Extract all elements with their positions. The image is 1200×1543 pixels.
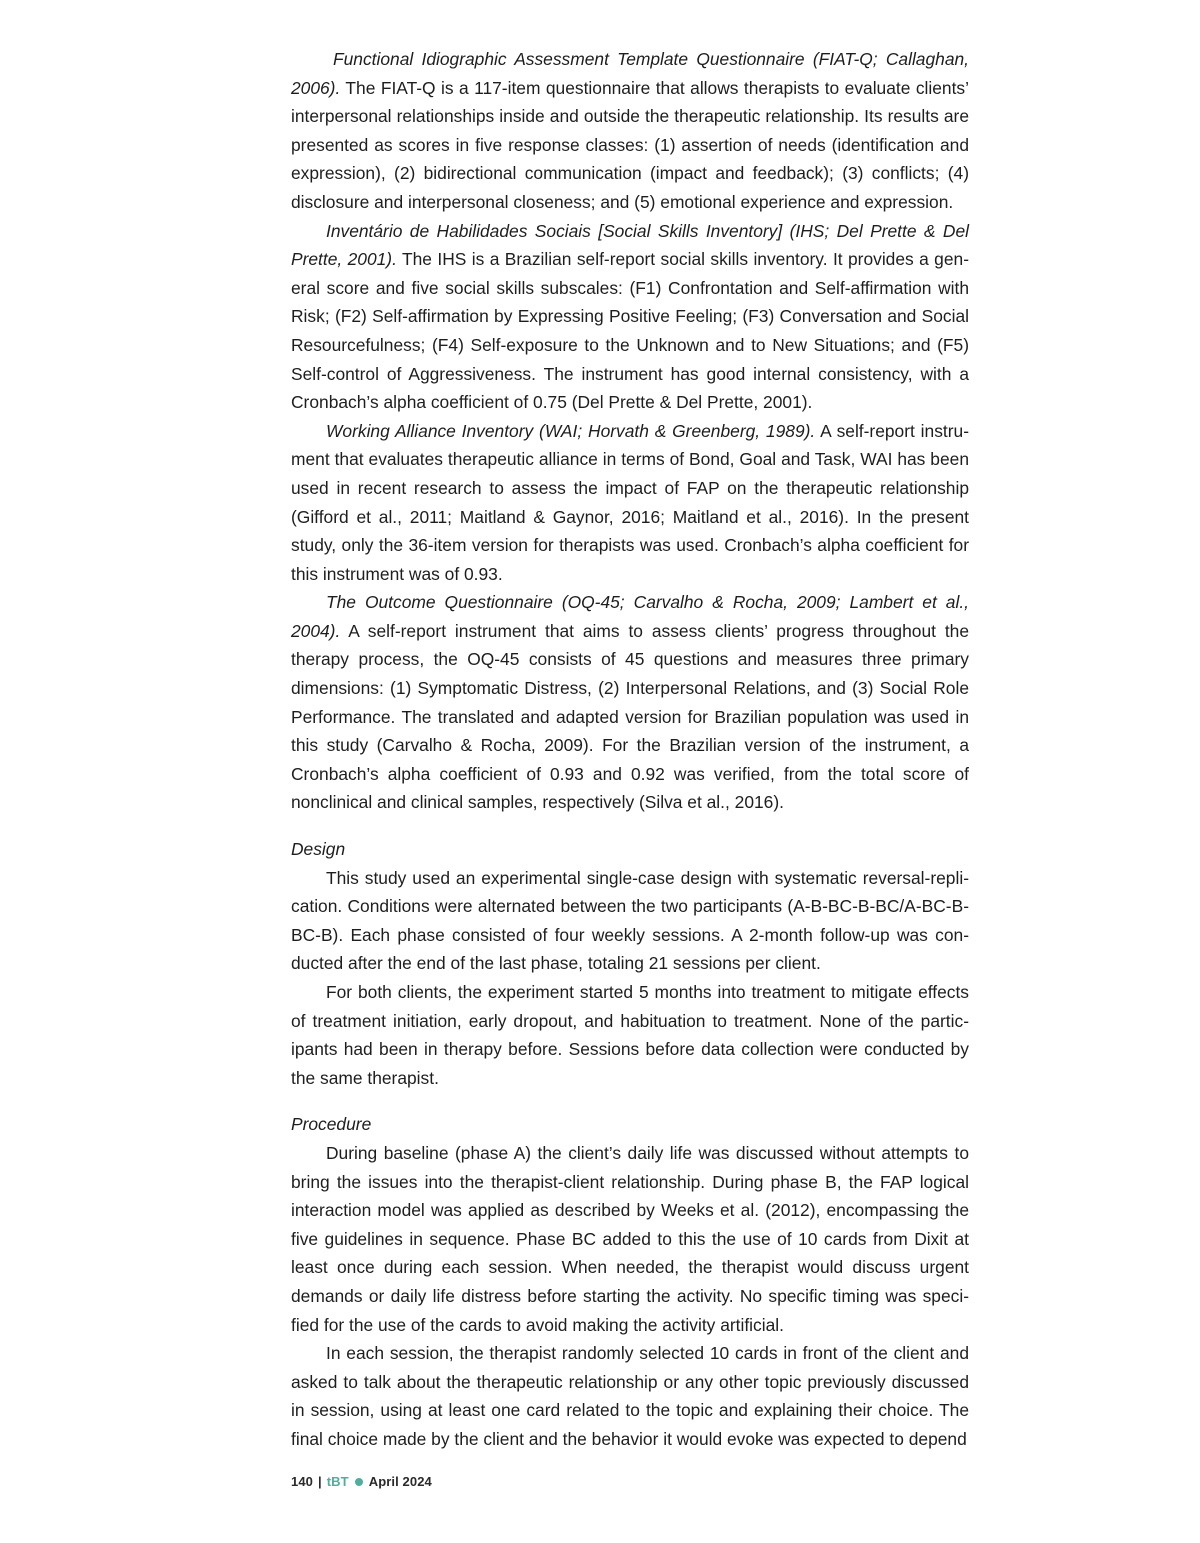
bullet-dot-icon xyxy=(355,1478,363,1486)
journal-name: tBT xyxy=(326,1474,349,1489)
page-number: 140 xyxy=(291,1474,313,1489)
section-heading-procedure: Procedure xyxy=(291,1114,372,1135)
paragraph-fiatq xyxy=(291,45,969,217)
instrument-title-wai: Working Alliance Inventory (WAI; Horvath & Greenberg, 1989). xyxy=(326,420,816,441)
page-footer xyxy=(291,1474,432,1489)
paragraph-text: A self-report instrument that evaluates therapeutic alliance in terms of Bond, Goal and Task, WAI has been used in recent research to assess the impact of FAP on the therapeutic relationship (Gifford et al., 2011; Maitland & Gaynor, 2016; Maitland et al., 2016). In the present study, only the 36-item version for therapists was used. Cronbach’s alpha coefficient for this instrument was of 0.93. xyxy=(291,420,969,584)
instrument-title-fiatq: Functional Idiographic Assessment Template Questionnaire (FIAT-Q; Callaghan, 2006). xyxy=(291,49,969,98)
paragraph-text: The FIAT-Q is a 117-item questionnaire that allows therapists to evaluate clients’ interpersonal relationships inside and outside the therapeutic relationship. Its results are presented as scores in five response classes: (1) assertion of needs (identification and expression), (2) bidirectional communication (impact and feedback); (3) conflicts; (4) disclosure and interpersonal closeness; and (5) emotional experience and expression. xyxy=(291,77,969,212)
article-body xyxy=(291,45,969,1454)
paragraph-ihs xyxy=(291,217,969,417)
section-heading-design: Design xyxy=(291,839,346,860)
paragraph-text: A self-report instrument that aims to assess clients’ progress throughout the therapy process, the OQ-45 consists of 45 questions and measures three primary dimensions: (1) Symptomatic Distress, (2) Interpersonal Relations, and (3) Social Role Performance. The translated and adapted version for Brazilian population was used in this study (Carvalho & Rocha, 2009). For the Brazilian version of the instrument, a Cronbach’s alpha coefficient of 0.93 and 0.92 was verified, from the total score of nonclinical and clinical samples, respectively (Silva et al., 2016). xyxy=(291,620,969,813)
paragraph-design-1: This study used an experimental single-case design with systematic reversal-replication. Conditions were alternated between the two participants (A-B-BC-B-BC/A-BC-B-BC-B). Each phase consisted of four weekly sessions. A 2-month follow-up was conducted after the end of the last phase, totaling 21 sessions per client. xyxy=(291,867,969,974)
paragraph-oq45 xyxy=(291,588,969,817)
paragraph-design-2: For both clients, the experiment started 5 months into treatment to mitigate effects of treatment initiation, early dropout, and habituation to treatment. None of the participants had been in therapy before. Sessions before data collection were conducted by the same therapist. xyxy=(291,982,969,1088)
instrument-title-ihs: Inventário de Habilidades Sociais [Social Skills Inventory] (IHS; Del Prette & Del Prette, 2001). xyxy=(291,220,969,270)
paragraph-wai xyxy=(291,417,969,589)
footer-separator: | xyxy=(318,1474,322,1489)
instrument-title-oq45: The Outcome Questionnaire (OQ-45; Carvalho & Rocha, 2009; Lambert et al., 2004). xyxy=(291,592,969,641)
paragraph-procedure-1: During baseline (phase A) the client’s daily life was discussed without attempts to bring the issues into the therapist-client relationship. During phase B, the FAP logical interaction model was applied as described by Weeks et al. (2012), encompassing the five guidelines in sequence. Phase BC added to this the use of 10 cards from Dixit at least once during each session. When needed, the therapist would discuss urgent demands or daily life distress before starting the activity. No specific timing was specified for the use of the cards to avoid making the activity artificial. xyxy=(291,1142,969,1335)
paragraph-text: The IHS is a Brazilian self-report social skills inventory. It provides a general score and five social skills subscales: (F1) Confrontation and Self-affirmation with Risk; (F2) Self-affirmation by Expressing Positive Feeling; (F3) Conversation and Social Resourcefulness; (F4) Self-exposure to the Unknown and to New Situations; and (F5) Self-control of Aggressiveness. The instrument has good internal consistency, with a Cronbach’s alpha coefficient of 0.75 (Del Prette & Del Prette, 2001). xyxy=(291,249,969,413)
paragraph-procedure-2: In each session, the therapist randomly selected 10 cards in front of the client and asked to talk about the therapeutic relationship or any other topic previously discussed in session, using at least one card related to the topic and explaining their choice. The final choice made by the client and the behavior it would evoke was expected to depend xyxy=(291,1343,969,1449)
issue-date: April 2024 xyxy=(368,1474,432,1489)
